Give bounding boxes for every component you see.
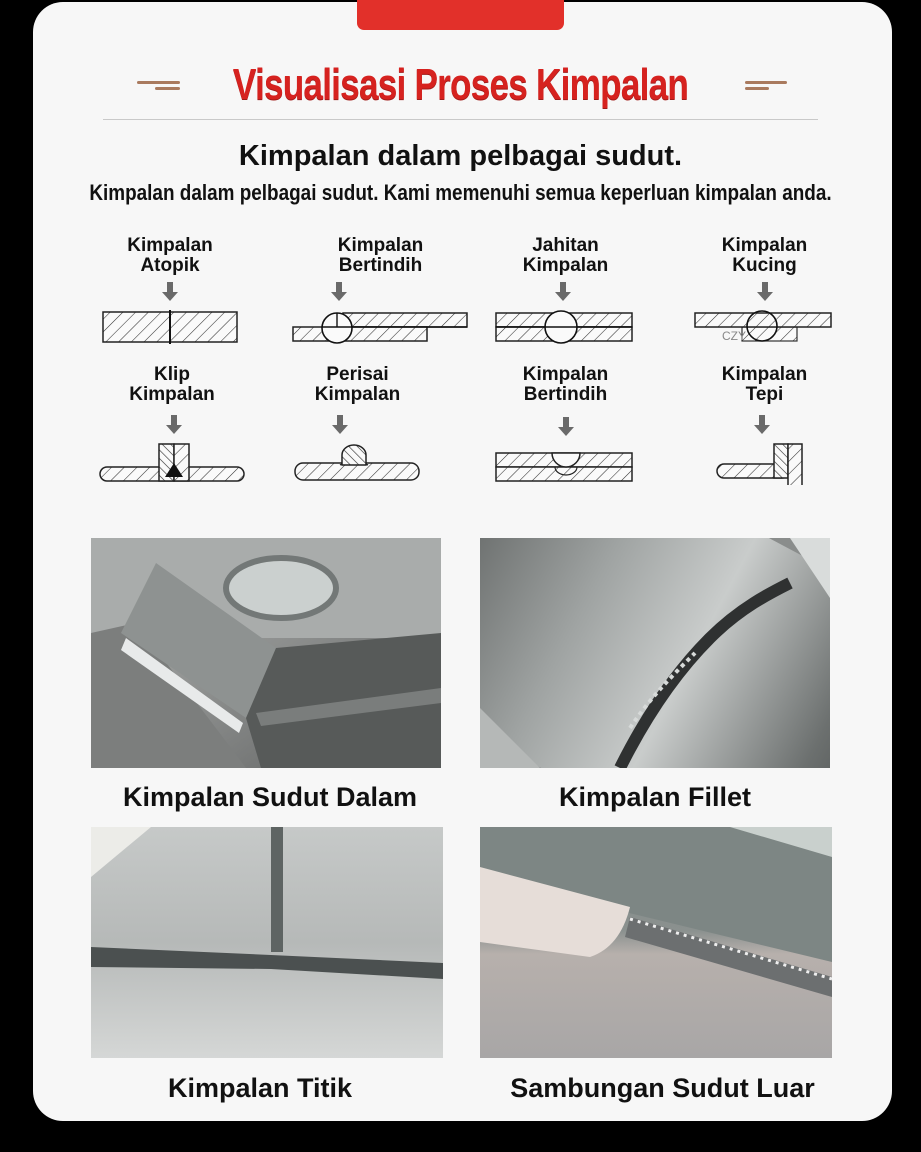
section-subtitle: Kimpalan dalam pelbagai sudut.	[238, 140, 683, 172]
diagram-label-line1: Kimpalan	[522, 364, 609, 385]
diagram-label-line2: Tepi	[745, 384, 784, 405]
seam-weld-diagram-icon	[493, 276, 638, 346]
diagram-label-line1: Jahitan	[532, 235, 599, 256]
lap-weld-diagram-icon	[288, 276, 473, 346]
inner-corner-weld-photo-icon	[91, 538, 441, 768]
fillet-weld-photo-icon	[480, 538, 830, 768]
photo-caption: Kimpalan Titik	[167, 1073, 353, 1103]
clip-weld-diagram-icon	[97, 405, 247, 485]
diagram-label-line2: Bertindih	[338, 255, 423, 276]
title-divider	[103, 119, 818, 120]
diagram-label-line1: Kimpalan	[127, 235, 213, 256]
diagram-label-line2: Kimpalan	[522, 255, 609, 276]
diagram-label-line1: Kimpalan	[721, 235, 808, 256]
photo-inner-corner-weld	[91, 538, 441, 768]
diagram-seam-weld	[493, 236, 638, 346]
diagram-butt-weld	[95, 236, 245, 346]
diagram-label-line2: Kucing	[732, 255, 797, 276]
diagram-shield-weld	[290, 365, 425, 485]
diagram-label-line2: Kimpalan	[129, 384, 215, 405]
groove-lap-weld-diagram-icon	[493, 405, 638, 485]
edge-weld-diagram-icon	[692, 405, 837, 485]
diagram-clip-weld	[97, 365, 247, 485]
section-description: Kimpalan dalam pelbagai sudut. Kami memenuhi semua keperluan kimpalan anda.	[89, 180, 832, 205]
page-title: Visualisasi Proses Kimpalan	[232, 60, 689, 109]
watermark-text: CZY	[722, 329, 746, 343]
right-decor-line-bottom	[745, 87, 769, 90]
photo-caption: Kimpalan Sudut Dalam	[122, 782, 418, 812]
butt-weld-diagram-icon	[95, 276, 245, 346]
shield-weld-diagram-icon	[290, 405, 425, 485]
spot-weld-photo-icon	[91, 827, 443, 1058]
diagram-label-line2: Atopik	[140, 255, 200, 276]
photo-spot-weld	[91, 827, 443, 1058]
title-row	[0, 55, 921, 115]
right-decor-line-top	[745, 81, 787, 84]
photo-caption: Sambungan Sudut Luar	[510, 1073, 815, 1103]
photo-fillet-weld	[480, 538, 830, 768]
diagram-label-line1: Kimpalan	[721, 364, 808, 385]
outer-corner-joint-photo-icon	[480, 827, 832, 1058]
photo-outer-corner-joint	[480, 827, 832, 1058]
diagram-plug-weld	[692, 236, 837, 346]
diagram-label-line2: Bertindih	[523, 384, 608, 405]
diagram-edge-weld	[692, 365, 837, 485]
plug-weld-diagram-icon	[692, 276, 837, 346]
photo-caption: Kimpalan Fillet	[558, 782, 752, 812]
header-red-tab	[357, 0, 564, 30]
diagram-groove-lap-weld	[493, 365, 638, 485]
diagram-label-line2: Kimpalan	[314, 384, 401, 405]
diagram-label-line1: Kimpalan	[337, 235, 424, 256]
diagram-label-line1: Klip	[154, 364, 190, 385]
diagram-lap-weld	[288, 236, 473, 346]
diagram-label-line1: Perisai	[326, 364, 389, 385]
